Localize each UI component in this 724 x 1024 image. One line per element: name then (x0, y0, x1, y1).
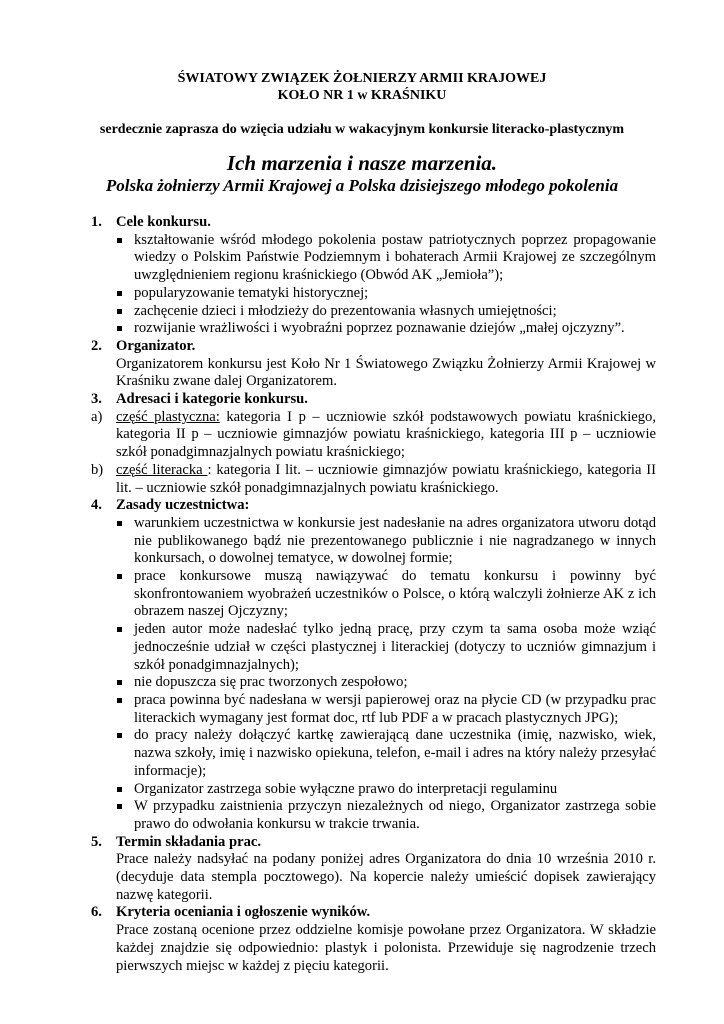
list-item (91, 515, 656, 568)
section-number: 1. (91, 214, 102, 230)
goals-list (91, 232, 656, 338)
list-item-text: rozwijanie wrażliwości i wyobraźni poprzez poznawanie dziejów „małej ojczyzny”. (134, 320, 625, 337)
contest-subtitle: Polska żołnierzy Armii Krajowej a Polska dzisiejszego młodego pokolenia (105, 176, 619, 195)
list-item-text: W przypadku zaistnienia przyczyn niezależnych od niego, Organizator zastrzega sobie prawo do odwołania konkursu w trakcie trwania. (134, 798, 656, 832)
category-literary-text: : kategoria I lit. – uczniowie gimnazjów powiatu kraśnickiego, kategoria II lit. – uczniowie szkół ponadgimnazjalnych powiatu kraśnickiego. (116, 461, 656, 496)
section-heading-organizer (91, 338, 656, 356)
list-item-text: warunkiem uczestnictwa w konkursie jest nadesłanie na adres organizatora utworu dotąd nie publikowanego bądź nie prezentowanego publicznie i nie nagradzanego w innych konkursach, o dowolnej tematyce, w dowolnej formie; (134, 514, 656, 567)
list-item (91, 285, 656, 303)
list-item (91, 674, 656, 692)
item-letter: b) (91, 461, 104, 478)
section-heading-goals (91, 214, 656, 232)
organization-branch: KOŁO NR 1 w KRAŚNIKU (277, 88, 447, 103)
list-item (91, 692, 656, 727)
list-item-text: zachęcenie dzieci i młodzieży do prezentowania własnych umiejętności; (134, 302, 557, 319)
bullet-square-icon (117, 698, 122, 703)
regulations-body (91, 214, 656, 975)
evaluation-paragraph: Prace zostaną ocenione przez oddzielne komisje powołane przez Organizatora. W składzie każdej znajdzie się odpowiednio: plastyk i polonista. Przewiduje się nagrodzenie trzech pierwszych miejsc w każdej z pięciu kategorii. (116, 922, 656, 974)
section-number: 4. (91, 497, 102, 514)
section-title: Organizator. (116, 337, 196, 354)
bullet-square-icon (117, 238, 122, 243)
list-item-text: jeden autor może nadesłać tylko jedną pracę, przy czym ta sama osoba może wziąć jednocześnie udział w części plastycznej i literackiej (dotyczy to uczniów gimnazjum i szkół ponadgimnazjalnych); (134, 621, 656, 673)
bullet-square-icon (117, 804, 122, 809)
list-item-text: Organizator zastrzega sobie wyłączne prawo do interpretacji regulaminu (134, 780, 558, 797)
bullet-square-icon (117, 326, 122, 331)
list-item (91, 303, 656, 321)
category-art-text: kategoria I p – uczniowie szkół podstawowych powiatu kraśnickiego, kategoria II p – uczniowie gimnazjów powiatu kraśnickiego, kategoria III p – uczniowie szkół ponadgimnazjalnych powiatu kraśnickiego; (116, 408, 656, 461)
list-item (91, 727, 656, 780)
category-art-label: część plastyczna: (116, 408, 220, 425)
list-item-text: do pracy należy dołączyć kartkę zawierającą dane uczestnika (imię, nazwisko, wiek, nazwa szkoły, imię i nazwisko opiekuna, telefon, e-mail i adres na który należy przesyłać informacje); (134, 727, 656, 779)
bullet-square-icon (117, 627, 122, 632)
section-title: Zasady uczestnictwa: (116, 497, 250, 514)
list-item-text: prace konkursowe muszą nawiązywać do tematu konkursu i powinny być skonfrontowaniem wyobrażeń uczestników o Polsce, o którą walczyli żołnierze AK z ich obrazem naszej Ojczyzny; (134, 568, 656, 620)
section-title: Cele konkursu. (116, 214, 211, 230)
category-literary (91, 462, 656, 497)
bullet-square-icon (117, 787, 122, 792)
bullet-square-icon (117, 574, 122, 579)
section-heading-rules (91, 497, 656, 515)
section-title: Adresaci i kategorie konkursu. (116, 391, 308, 408)
category-literary-label: część literacka (116, 461, 208, 478)
list-item-text: praca powinna być nadesłana w wersji papierowej oraz na płycie CD (w przypadku prac literackich wymagany jest format doc, rtf lub PDF a w pracach plastycznych JPG); (134, 691, 656, 726)
category-art (91, 409, 656, 462)
bullet-square-icon (117, 521, 122, 526)
list-item-text: kształtowanie wśród młodego pokolenia postaw patriotycznych poprzez propagowanie wiedzy o Polskim Państwie Podziemnym i bohaterach Armii Krajowej ze szczególnym uwzględnieniem regionu kraśnickiego (Obwód AK „Jemioła”); (134, 231, 656, 284)
list-item (91, 568, 656, 621)
list-item (91, 320, 656, 338)
list-item-text: nie dopuszcza się prac tworzonych zespołowo; (134, 674, 408, 691)
bullet-square-icon (117, 733, 122, 738)
section-heading-categories (91, 391, 656, 409)
bullet-square-icon (117, 309, 122, 314)
section-title: Kryteria oceniania i ogłoszenie wyników. (116, 904, 371, 921)
section-number: 6. (91, 904, 102, 921)
deadline-paragraph: Prace należy nadsyłać na podany poniżej adres Organizatora do dnia 10 września 2010 r. (decyduje data stempla pocztowego). Na kopercie należy umieścić dopisek zawierający nazwę kategorii. (116, 851, 656, 903)
bullet-square-icon (117, 680, 122, 685)
section-number: 3. (91, 391, 102, 408)
rules-list (91, 515, 656, 834)
list-item (91, 798, 656, 833)
section-heading-evaluation (91, 904, 656, 922)
section-title: Termin składania prac. (116, 833, 262, 850)
contest-title: Ich marzenia i nasze marzenia. (226, 151, 498, 175)
list-item (91, 232, 656, 285)
list-item-text: popularyzowanie tematyki historycznej; (134, 284, 369, 301)
section-number: 2. (91, 337, 102, 354)
item-letter: a) (91, 408, 103, 425)
organization-name: ŚWIATOWY ZWIĄZEK ŻOŁNIERZY ARMII KRAJOWEJ (177, 71, 547, 86)
organizer-paragraph: Organizatorem konkursu jest Koło Nr 1 Światowego Związku Żołnierzy Armii Krajowej w Kraśniku zwane dalej Organizatorem. (116, 355, 656, 390)
list-item (91, 621, 656, 674)
invitation-line: serdecznie zaprasza do wzięcia udziału w wakacyjnym konkursie literacko-plastycznym (99, 122, 625, 137)
bullet-square-icon (117, 291, 122, 296)
section-number: 5. (91, 833, 102, 850)
list-item (91, 781, 656, 799)
section-heading-deadline (91, 834, 656, 852)
